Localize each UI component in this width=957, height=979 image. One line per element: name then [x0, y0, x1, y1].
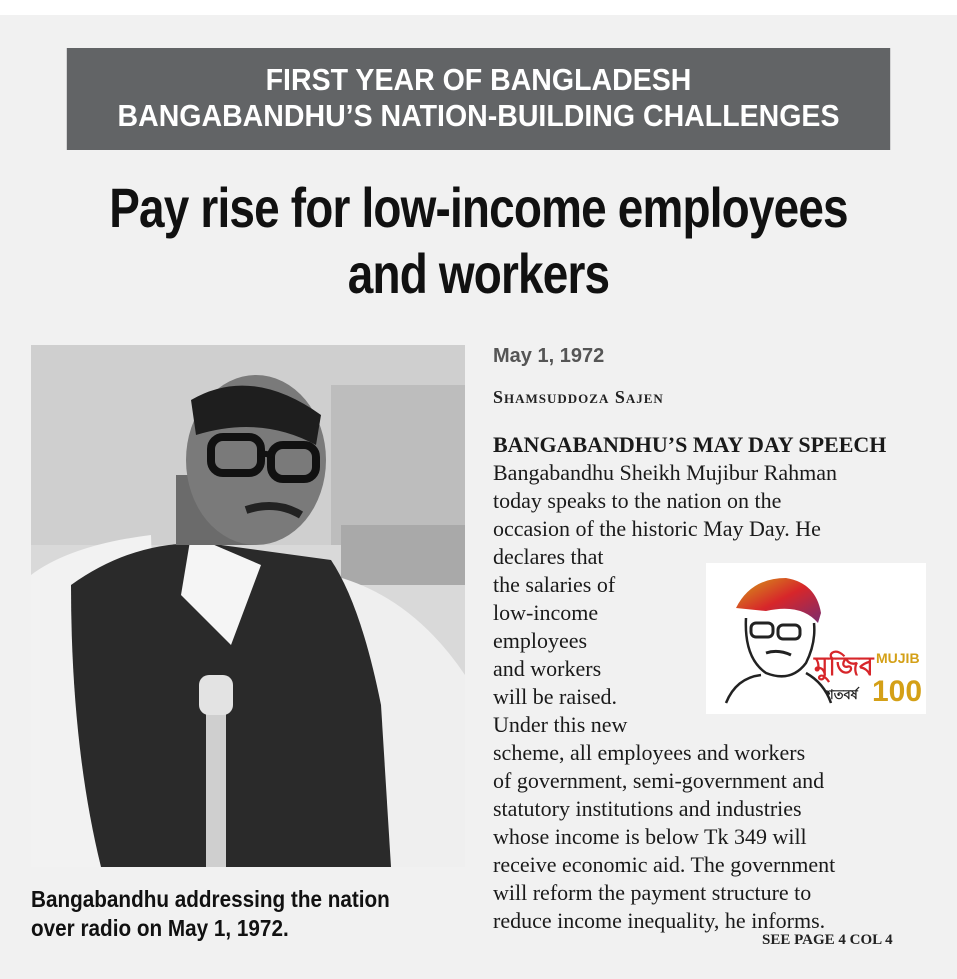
story-line: employees — [493, 628, 588, 653]
portrait-photo-icon — [31, 345, 465, 867]
story-line: whose income is below Tk 349 will — [493, 824, 807, 849]
svg-text:শতবর্ষ: শতবর্ষ — [826, 688, 858, 703]
portrait-photo — [31, 345, 465, 867]
story-line: today speaks to the nation on the — [493, 488, 782, 513]
svg-text:MUJIB: MUJIB — [876, 650, 920, 666]
story-line: reduce income inequality, he informs. — [493, 908, 826, 933]
svg-text:মুজিব: মুজিব — [814, 652, 874, 682]
story-line: Under this new — [493, 712, 628, 737]
mujib-100-logo — [706, 563, 926, 714]
story-line: statutory institutions and industries — [493, 796, 802, 821]
caption-line-1: Bangabandhu addressing the nation — [31, 886, 390, 912]
continuation-note: SEE PAGE 4 COL 4 — [762, 932, 893, 948]
story-line: scheme, all employees and workers — [493, 740, 806, 765]
story-line: will reform the payment structure to — [493, 880, 812, 905]
story-line: the salaries of — [493, 572, 616, 597]
story-line: of government, semi-government and — [493, 768, 825, 793]
story-line: low-income — [493, 600, 599, 625]
mujib-portrait-icon — [706, 563, 926, 714]
story-line: and workers — [493, 656, 602, 681]
newspaper-page — [0, 15, 957, 979]
story-line: declares that — [493, 544, 604, 569]
story-subhead: BANGABANDHU’S MAY DAY SPEECH — [493, 432, 887, 457]
story-line: occasion of the historic May Day. He — [493, 516, 821, 541]
dateline: May 1, 1972 — [493, 345, 605, 367]
caption-line-2: over radio on May 1, 1972. — [31, 915, 289, 941]
section-banner — [67, 48, 890, 150]
svg-text:100: 100 — [872, 675, 923, 708]
banner-line-1: FIRST YEAR OF BANGLADESH — [265, 62, 692, 97]
story-line: receive economic aid. The government — [493, 852, 836, 877]
banner-line-2: BANGABANDHU’S NATION-BUILDING CHALLENGES — [117, 98, 840, 133]
photo-caption — [31, 885, 471, 943]
headline-line-1: Pay rise for low-income employees — [109, 176, 848, 239]
story-line: will be raised. — [493, 684, 618, 709]
byline: Shamsuddoza Sajen — [493, 387, 664, 407]
headline-line-2: and workers — [347, 242, 610, 305]
story-line: Bangabandhu Sheikh Mujibur Rahman — [493, 460, 838, 485]
headline — [0, 175, 957, 307]
